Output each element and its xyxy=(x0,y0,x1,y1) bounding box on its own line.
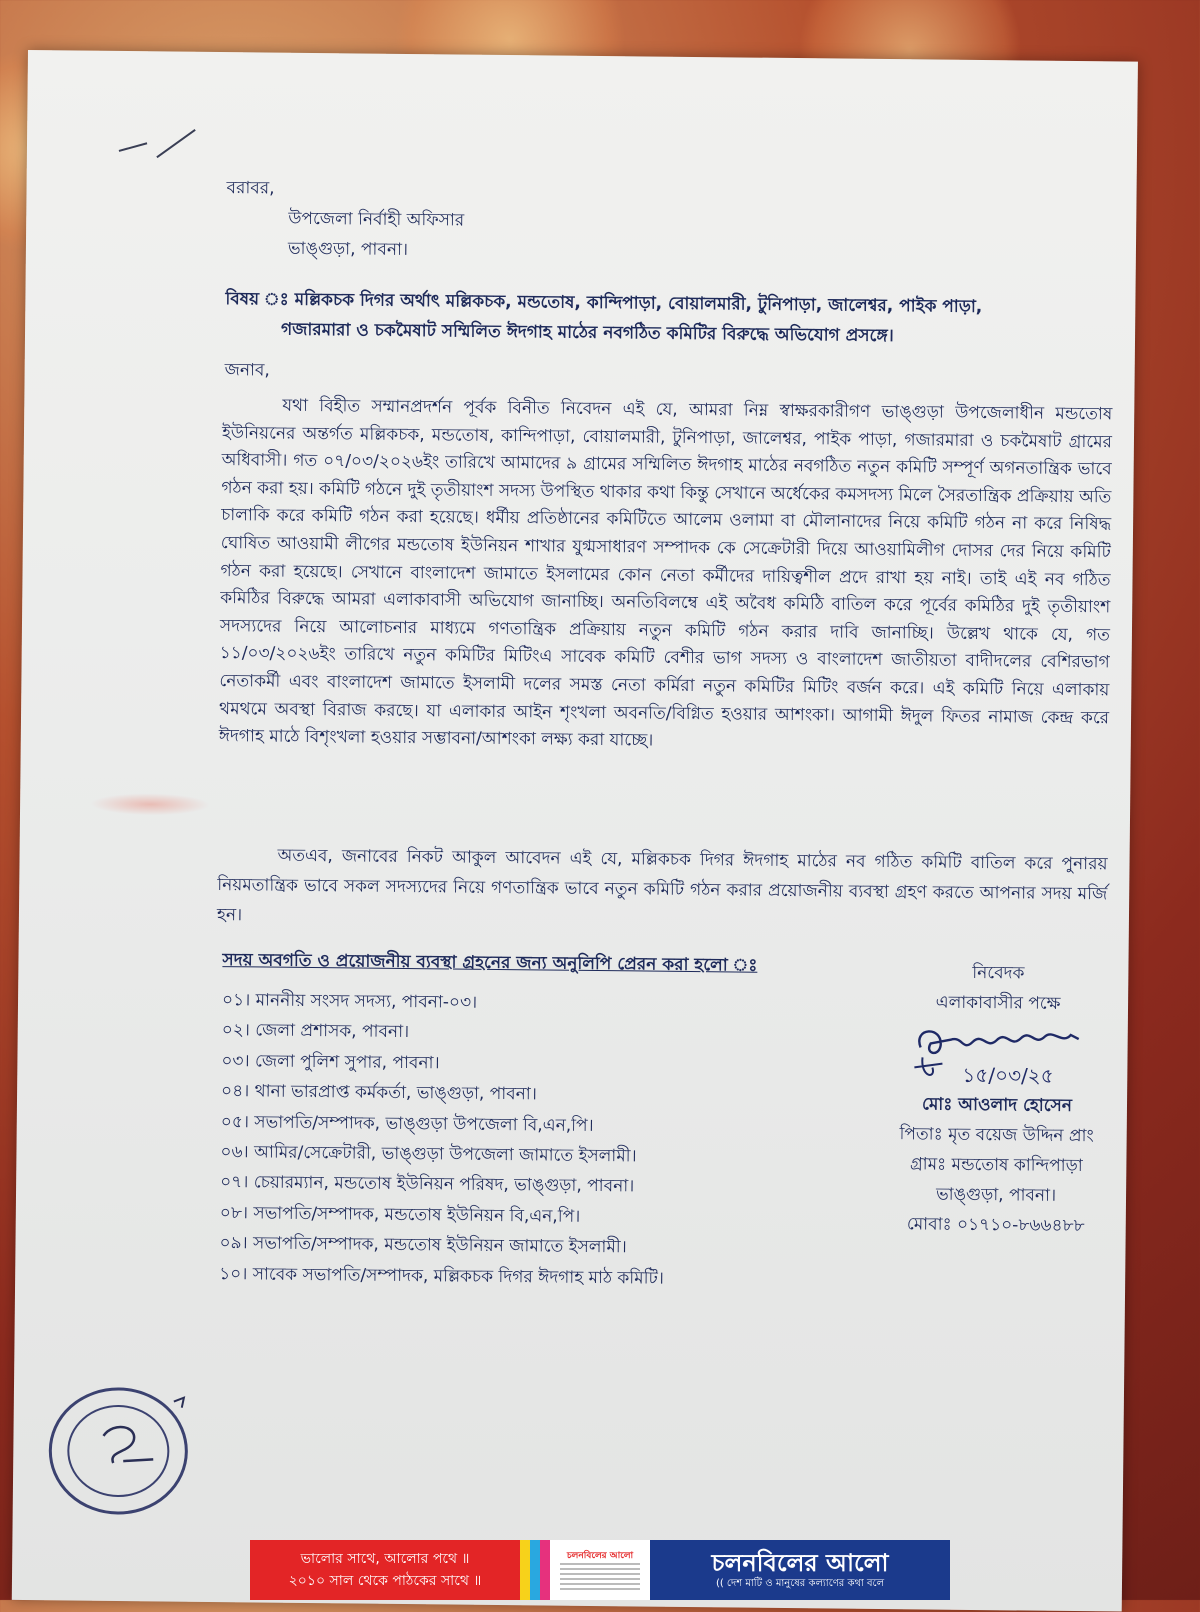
cc-item: ০৬। আমির/সেক্রেটারী, ভাঙ্গুড়া উপজেলা জামাতে ইসলামী। xyxy=(220,1142,637,1167)
banner-slogan-line1: ভালোর সাথে, আলোর পথে ॥ xyxy=(300,1551,470,1567)
banner-slogan xyxy=(250,1540,520,1600)
closing-paragraph: অতএব, জনাবের নিকট আকুল আবেদন এই যে, মল্লিকচক দিগর ঈদগাহ মাঠের নব গঠিত কমিটি বাতিল করে পুনারয় নিয়মতান্ত্রিক ভাবে সকল সদস্যদের নিয়ে গণতান্ত্রিক ভাবে নতুন কমিটি গঠন করার প্রয়োজনীয় ব্যবস্থা গ্রহণ করতে আপনার সদয় মর্জি হন। xyxy=(216,845,1108,926)
newspaper-tagline: (( দেশ মাটি ও মানুষের কল্যাণের কথা বলে xyxy=(715,1578,885,1589)
cc-item: ০৭। চেয়ারম্যান, মন্ডতোষ ইউনিয়ন পরিষদ, ভাঙ্গুড়া, পাবনা। xyxy=(220,1172,635,1197)
recipient-place: ভাঙ্গুড়া, পাবনা। xyxy=(287,238,409,260)
letter-page xyxy=(12,50,1138,1612)
cc-item: ০১। মাননীয় সংসদ সদস্য, পাবনা-০৩। xyxy=(221,990,478,1013)
banner-color-stripes xyxy=(520,1540,550,1600)
letter-body: যথা বিহীত সম্মানপ্রদর্শন পূর্বক বিনীত নিবেদন এই যে, আমরা নিম্ন স্বাক্ষরকারীগণ ভাঙ্গুড়া উপজেলাধীন মন্ডতোষ ইউনিয়নের অন্তর্গত মল্লিকচক, মন্ডতোষ, কান্দিপাড়া, বোয়ালমারী, টুনিপাড়া, জালেশ্বর, পাইক পাড়া, গজারমারা ও চকমৈষাট গ্রামের অধিবাসী। গত ০৭/০৩/২০২৬ইং তারিখে আমাদের ৯ গ্রামের সম্মিলিত ঈদগাহ মাঠের নবগঠিত নতুন কমিটি সম্পূর্ণ অগনতান্ত্রিক ভাবে গঠন করা হয়। কমিটি গঠনে দুই তৃতীয়াংশ সদস্য উপস্থিত থাকার কথা কিন্তু সেখানে অর্ধেকের কমসদস্য মিলে সৈরতান্ত্রিক প্রক্রিয়ায় অতি চালাকি করে কমিটি গঠন করা হয়েছে। ধর্মীয় প্রতিষ্ঠানের কমিটিতে আলেম ওলামা বা মৌলানাদের নিয়ে কমিটি গঠন না করে নিষিদ্ধ ঘোষিত আওয়ামী লীগের মন্ডতোষ ইউনিয়ন শাখার যুগ্মসাধারণ সম্পাদক কে সেক্রেটারী দিয়ে আওয়ামিলীগ দোসর দের নিয়ে কমিটি গঠন করা হয়েছে। সেখানে বাংলাদেশ জামাতে ইসলামের কোন নেতা কর্মীদের দায়িত্বশীল প্রদে রাখা হয় নাই। তাই এই নব গঠিত কমিঠির বিরুদ্ধে আমরা এলাকাবাসী অভিযোগ জানাচ্ছি। অনতিবিলম্বে এই অবৈধ কমিঠি বাতিল করে পূর্বের কমিঠির দুই তৃতীয়াংশ সদস্যদের নিয়ে আলোচনার মাধ্যমে গণতান্ত্রিক প্রক্রিয়ায় নতুন কমিটি গঠন করার দাবি জানাচ্ছি। উল্লেখ থাকে যে, গত ১১/০৩/২০২৬ইং তারিখে নতুন কমিটির মিটিংএ সাবেক কমিটি বেশীর ভাগ সদস্য ও বাংলাদেশ জাতীয়তা বাদীদলের বেশিরভাগ নেতাকর্মী এবং বাংলাদেশ জামাতে ইসলামী দলের সমস্ত নেতা কর্মিরা নতুন কমিটির মিটিং বর্জন করে। এই কমিটি নিয়ে এলাকায় থমথমে অবস্থা বিরাজ করছে। যা এলাকার আইন শৃংখলা অবনতি/বিগ্নিত হওয়ার আশংকা। আগামী ঈদুল ফিতর নামাজ কেন্দ্র করে ঈদগাহ মাঠে বিশৃংখলা হওয়ার সম্ভাবনা/আশংকা লক্ষ্য করা যাচ্ছে। xyxy=(218,395,1113,751)
subject-text-continued: গজারমারা ও চকমৈষাট সম্মিলিত ঈদগাহ মাঠের নবগঠিত কমিটির বিরুদ্ধে অভিযোগ প্রসঙ্গে। xyxy=(280,319,894,347)
signature-on-behalf: এলাকাবাসীর পক্ষে xyxy=(935,992,1061,1014)
cc-item: ০৩। জেলা পুলিশ সুপার, পাবনা। xyxy=(221,1050,440,1074)
pen-mark xyxy=(117,121,197,162)
newspaper-thumbnail xyxy=(550,1540,650,1600)
banner-slogan-line2: ২০১০ সাল থেকে পাঠকের সাথে ॥ xyxy=(288,1573,482,1589)
cc-heading: সদয় অবগতি ও প্রয়োজনীয় ব্যবস্থা গ্রহনের জন্য অনুলিপি প্রেরন করা হলো ঃ xyxy=(222,950,758,976)
cc-item: ০৪। থানা ভারপ্রাপ্ত কর্মকর্তা, ভাঙ্গুড়া, পাবনা। xyxy=(221,1081,537,1105)
cc-item: ০৫। সভাপতি/সম্পাদক, ভাঙ্গুড়া উপজেলা বি,এন,পি। xyxy=(220,1111,594,1136)
signatory-name: মোঃ আওলাদ হোসেন xyxy=(921,1094,1073,1116)
red-smudge xyxy=(90,793,210,816)
signature-block xyxy=(871,957,1124,1242)
signature-date: ১৫/০৩/২৫ xyxy=(962,1062,1054,1088)
signatory-father: পিতাঃ মৃত বয়েজ উদ্দিন প্রাং xyxy=(899,1124,1094,1147)
banner-brand xyxy=(650,1540,950,1600)
newspaper-banner xyxy=(250,1540,950,1600)
greeting: জনাব, xyxy=(224,360,270,381)
signatory-mobile: মোবাঃ ০১৭১০-৮৬৬৪৮৮ xyxy=(906,1214,1085,1237)
signature-label: নিবেদক xyxy=(972,962,1025,984)
cc-list xyxy=(219,985,667,1294)
official-stamp xyxy=(43,1380,194,1522)
cc-item: ০৮। সভাপতি/সম্পাদক, মন্ডতোষ ইউনিয়ন বি,এন,পি। xyxy=(219,1202,581,1227)
handwritten-signature xyxy=(902,1017,1093,1091)
subject-line xyxy=(225,284,1106,353)
signatory-village: গ্রামঃ মন্ডতোষ কান্দিপাড়া xyxy=(909,1154,1083,1177)
cc-item: ১০। সাবেক সভাপতি/সম্পাদক, মল্লিকচক দিগর ঈদগাহ মাঠ কমিটি। xyxy=(219,1263,664,1289)
newspaper-name: চলনবিলের আলো xyxy=(711,1549,889,1577)
thumbnail-text-lines xyxy=(560,1563,640,1593)
cc-item: ০৯। সভাপতি/সম্পাদক, মন্ডতোষ ইউনিয়ন জামাতে ইসলামী। xyxy=(219,1233,627,1258)
subject-text: বিষয় ঃ মল্লিকচক দিগর অর্থাৎ মল্লিকচক, মন্ডতোষ, কান্দিপাড়া, বোয়ালমারী, টুনিপাড়া, জালেশ্বর, পাইক পাড়া, xyxy=(225,289,983,318)
thumbnail-masthead: চলনবিলের আলো xyxy=(566,1550,634,1561)
recipient-title: উপজেলা নির্বাহী অফিসার xyxy=(288,208,465,231)
cc-item: ০২। জেলা প্রশাসক, পাবনা। xyxy=(221,1020,410,1043)
signatory-district: ভাঙ্গুড়া, পাবনা। xyxy=(935,1184,1057,1206)
salutation-to: বরাবর, xyxy=(226,178,275,199)
